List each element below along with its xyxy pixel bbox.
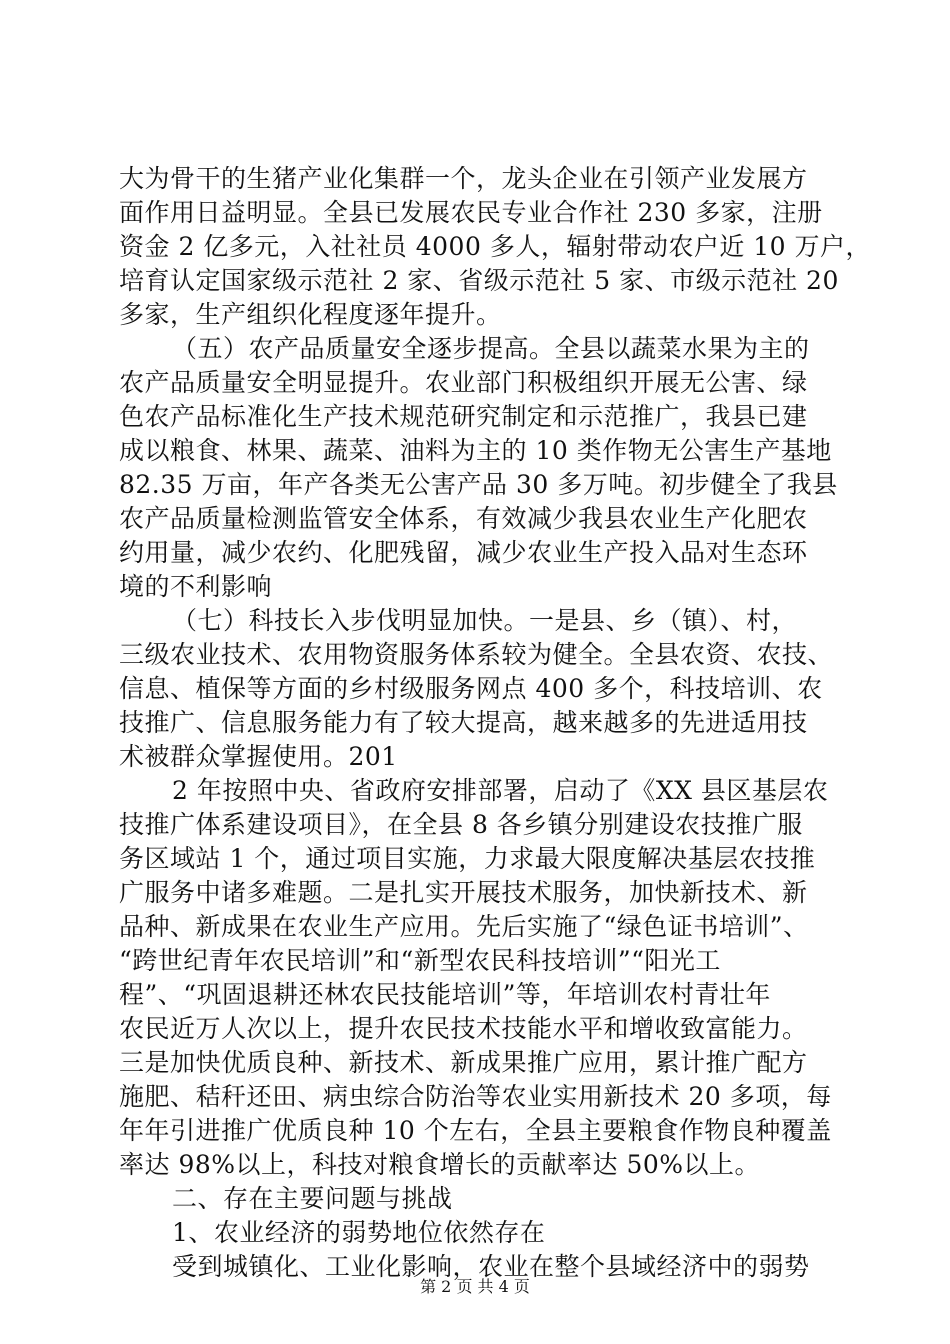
text-line: 成以粮食、林果、蔬菜、油料为主的 10 类作物无公害生产基地: [119, 436, 832, 465]
text-line: “跨世纪青年农民培训”和“新型农民科技培训”“阳光工: [119, 946, 721, 975]
text-line: 农产品质量安全明显提升。农业部门积极组织开展无公害、绿: [119, 368, 808, 397]
text-line: 技推广、信息服务能力有了较大提高，越来越多的先进适用技: [119, 708, 808, 737]
text-line: 三是加快优质良种、新技术、新成果推广应用，累计推广配方: [119, 1048, 808, 1077]
text-line: 农民近万人次以上，提升农民技术技能水平和增收致富能力。: [119, 1014, 808, 1043]
text-line: 境的不利影响: [119, 572, 273, 601]
section-heading: 二、存在主要问题与挑战: [172, 1184, 453, 1213]
text-line: 三级农业技术、农用物资服务体系较为健全。全县农资、农技、: [119, 640, 834, 669]
text-line: 82.35 万亩，年产各类无公害产品 30 多万吨。初步健全了我县: [119, 470, 838, 499]
text-line: （五）农产品质量安全逐步提高。全县以蔬菜水果为主的: [172, 334, 810, 363]
text-line: 术被群众掌握使用。201: [119, 742, 398, 771]
text-line: 约用量，减少农约、化肥残留，减少农业生产投入品对生态环: [119, 538, 808, 567]
text-line: 资金 2 亿多元，入社社员 4000 多人，辐射带动农户近 10 万户，: [119, 232, 872, 261]
text-line: 培育认定国家级示范社 2 家、省级示范社 5 家、市级示范社 20: [119, 266, 839, 295]
text-line: 品种、新成果在农业生产应用。先后实施了“绿色证书培训”、: [119, 912, 809, 941]
text-line: 程”、“巩固退耕还林农民技能培训”等，年培训农村青壮年: [119, 980, 771, 1009]
text-line: 受到城镇化、工业化影响，农业在整个县域经济中的弱势: [172, 1252, 810, 1281]
text-line: 多家，生产组织化程度逐年提升。: [119, 300, 502, 329]
text-line: 色农产品标准化生产技术规范研究制定和示范推广，我县已建: [119, 402, 808, 431]
text-line: 大为骨干的生猪产业化集群一个，龙头企业在引领产业发展方: [119, 164, 808, 193]
text-line: 施肥、秸秆还田、病虫综合防治等农业实用新技术 20 多项，每: [119, 1082, 832, 1111]
subsection-heading: 1、农业经济的弱势地位依然存在: [172, 1218, 546, 1247]
text-line: 广服务中诸多难题。二是扎实开展技术服务，加快新技术、新: [119, 878, 808, 907]
text-line: （七）科技长入步伐明显加快。一是县、乡（镇）、村，: [172, 606, 798, 635]
text-line: 信息、植保等方面的乡村级服务网点 400 多个，科技培训、农: [119, 674, 823, 703]
text-line: 技推广体系建设项目》，在全县 8 各乡镇分别建设农技推广服: [119, 810, 803, 839]
text-line: 务区域站 1 个，通过项目实施，力求最大限度解决基层农技推: [119, 844, 816, 873]
text-line: 年年引进推广优质良种 10 个左右，全县主要粮食作物良种覆盖: [119, 1116, 832, 1145]
page-footer: 第 2 页 共 4 页: [420, 1277, 530, 1296]
text-line: 率达 98%以上，科技对粮食增长的贡献率达 50%以上。: [119, 1150, 761, 1179]
text-line: 2 年按照中央、省政府安排部署，启动了《XX 县区基层农: [172, 776, 829, 805]
text-line: 农产品质量检测监管安全体系，有效减少我县农业生产化肥农: [119, 504, 808, 533]
text-line: 面作用日益明显。全县已发展农民专业合作社 230 多家，注册: [119, 198, 823, 227]
